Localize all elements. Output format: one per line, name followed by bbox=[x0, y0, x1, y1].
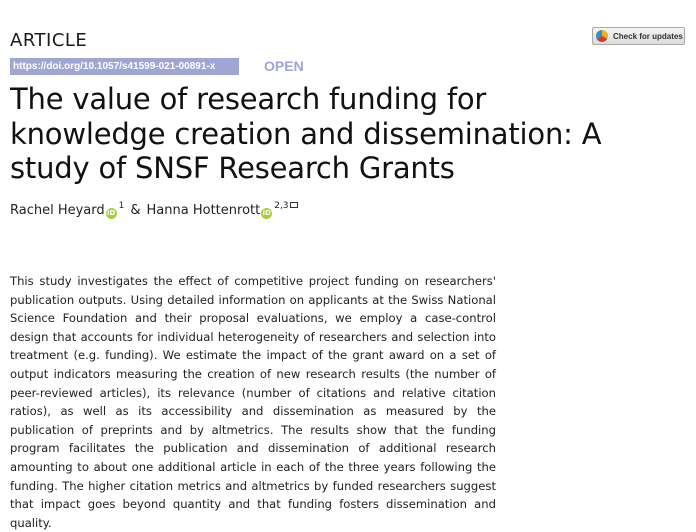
doi-link[interactable]: https://doi.org/10.1057/s41599-021-00891-x bbox=[10, 58, 239, 75]
crossmark-icon bbox=[596, 30, 608, 42]
abstract-text: This study investigates the effect of competitive project funding on researchers' publication outputs. Using detailed information on applicants at the Swiss National Science Foundation and their proposal evaluations, we employ a case-control design that accounts for individual heterogeneity of researchers and selection into treatment (e.g. funding). We estimate the impact of the grant award on a set of output indicators measuring the creation of new research results (the number of peer-reviewed articles), its relevance (number of citations and relative citation ratios), as well as its accessibility and dissemination as measured by the publication of preprints and by altmetrics. The results show that the funding program facilitates the publication and dissemination of additional research amounting to about one additional article in each of the three years following the funding. The higher citation metrics and altmetrics by funded researchers suggest that impact goes beyond quantity and that funding fosters dissemination and quality. bbox=[10, 274, 496, 530]
affiliation-marker[interactable]: 1 bbox=[118, 201, 125, 211]
orcid-icon[interactable]: iD bbox=[262, 209, 271, 217]
author-list bbox=[10, 201, 298, 219]
author-name[interactable]: Rachel Heyard bbox=[10, 203, 105, 218]
author-name[interactable]: Hanna Hottenrott bbox=[146, 203, 261, 218]
check-for-updates-label: Check for updates bbox=[613, 31, 683, 41]
article-type-label: ARTICLE bbox=[10, 30, 88, 51]
email-icon[interactable] bbox=[290, 202, 298, 208]
check-for-updates-button[interactable] bbox=[592, 27, 685, 45]
article-title: The value of research funding for knowledge creation and dissemination: A study of SNSF Research Grants bbox=[10, 82, 602, 185]
open-access-label: OPEN bbox=[264, 58, 304, 74]
orcid-icon[interactable]: iD bbox=[107, 209, 116, 217]
affiliation-marker[interactable]: 2,3 bbox=[274, 201, 289, 211]
author-separator: & bbox=[130, 203, 141, 218]
